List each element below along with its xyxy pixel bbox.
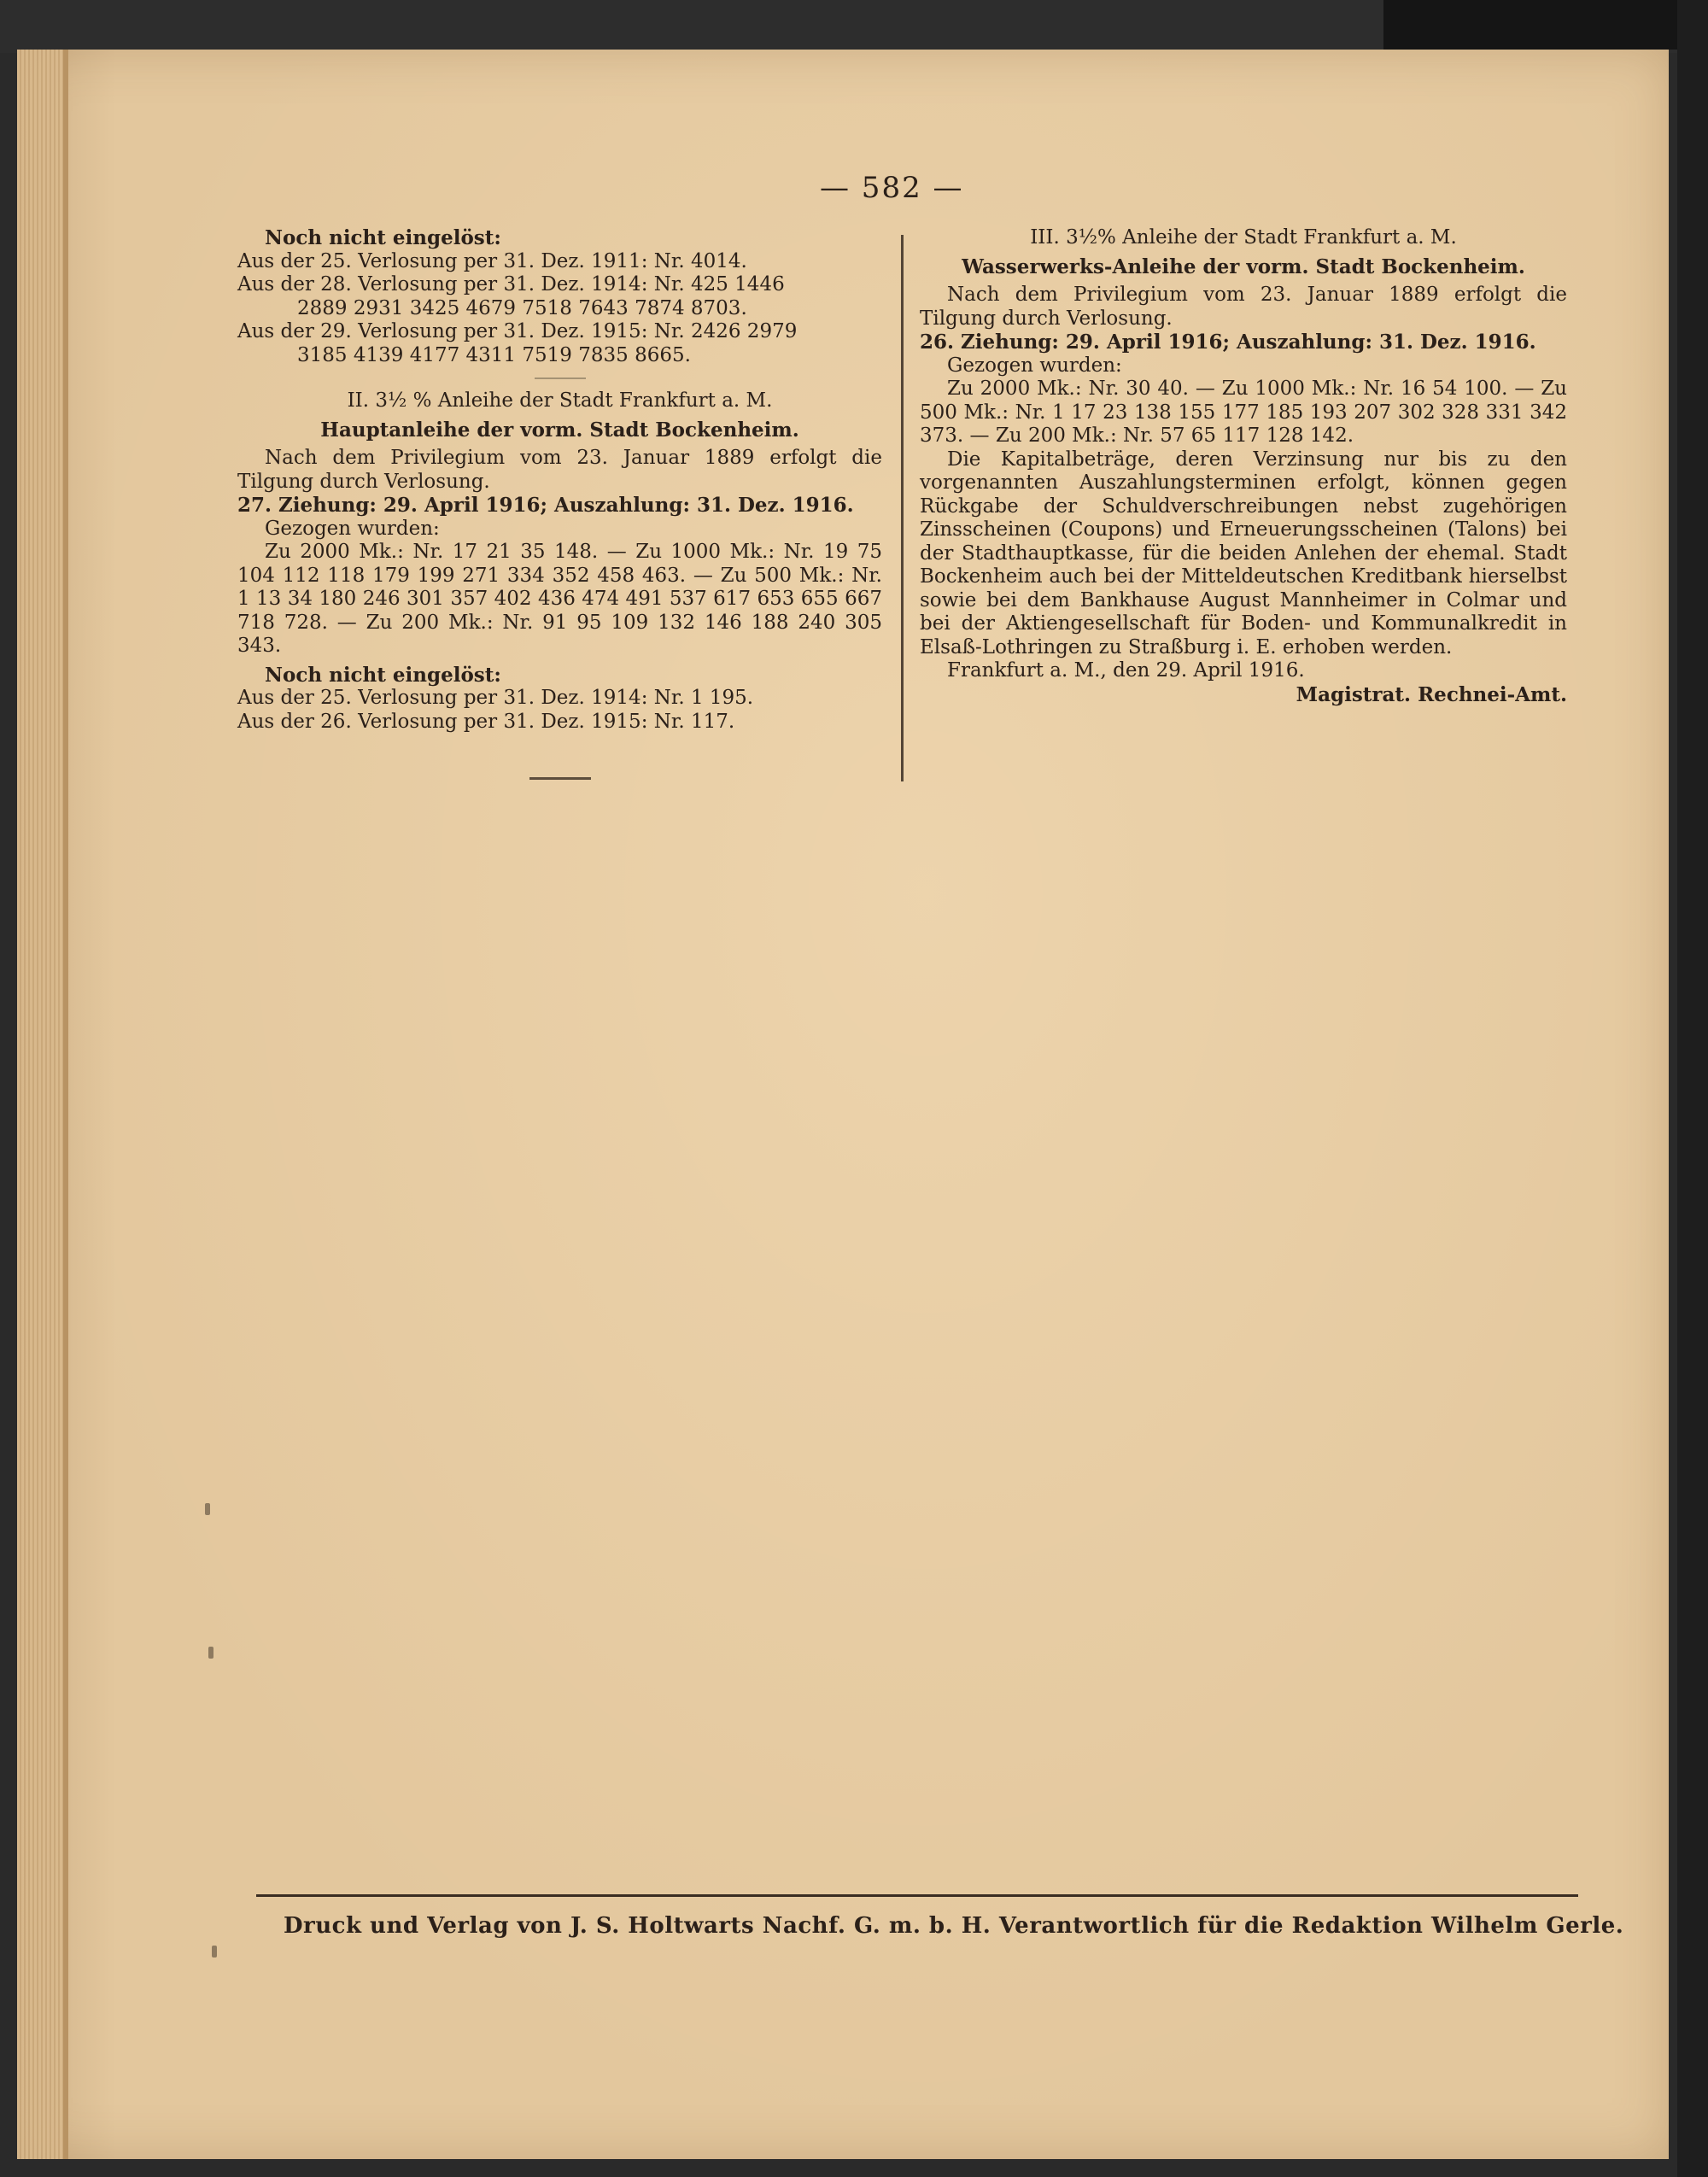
- ink-speck: [212, 1946, 217, 1958]
- left-unredeemed-line: Aus der 25. Verlosung per 31. Dez. 1911: Nr. 4014.: [237, 249, 747, 272]
- left-drawn-numbers: Zu 2000 Mk.: Nr. 17 21 35 148. — Zu 1000 Mk.: Nr. 19 75 104 112 118 179 199 271 334 352 458 463. — Zu 500 Mk.: Nr. 1 13 34 180 246 301 357 402 436 474 491 537 617 653 655 667 718 728. — Zu 200 Mk.: Nr. 91 95 109 132 146 188 240 305 343.: [237, 541, 882, 657]
- right-drawn-numbers: Zu 2000 Mk.: Nr. 30 40. — Zu 1000 Mk.: Nr. 16 54 100. — Zu 500 Mk.: Nr. 1 17 23 138 155 177 185 193 207 302 328 331 342 373. — Zu 200 Mk.: Nr. 57 65 117 128 142.: [920, 377, 1567, 447]
- scan-scale-strip: [1383, 0, 1708, 50]
- left-column: [237, 226, 882, 734]
- right-drawn-label: Gezogen wurden:: [947, 354, 1122, 377]
- page-gutter: [63, 50, 68, 2159]
- left-loan-title: II. 3½ % Anleihe der Stadt Frankfurt a. M.: [347, 389, 773, 412]
- column-divider: [901, 235, 904, 781]
- ink-speck: [205, 1503, 210, 1515]
- right-payment-notice: Die Kapitalbeträge, deren Verzinsung nur bis zu den vorgenannten Auszahlungsterminen erfolgt, können gegen Rückgabe der Schuldverschreibungen nebst zugehörigen Zinsscheinen (Coupons) und Erneuerungsscheinen (Talons) bei der Stadthauptkasse, für die beiden Anlehen der ehemal. Stadt Bockenheim auch bei der Mitteldeutschen Kreditbank hierselbst sowie bei dem Bankhause August Mannheimer in Colmar und bei der Aktiengesellschaft für Boden- und Kommunalkredit in Elsaß-Lothringen zu Straßburg i. E. erhoben werden.: [920, 448, 1567, 658]
- scan-background-right: [1677, 0, 1708, 2177]
- right-intro: Nach dem Privilegium vom 23. Januar 1889 erfolgt die Tilgung durch Verlosung.: [920, 284, 1567, 330]
- page-edge-stack: [17, 50, 63, 2159]
- right-loan-subtitle: Wasserwerks-Anleihe der vorm. Stadt Bockenheim.: [962, 255, 1525, 278]
- left-unredeemed-line: Aus der 29. Verlosung per 31. Dez. 1915: Nr. 2426 2979: [237, 320, 798, 342]
- ink-speck: [208, 1647, 214, 1659]
- left-loan-subtitle: Hauptanleihe der vorm. Stadt Bockenheim.: [320, 418, 799, 442]
- footer-imprint: Druck und Verlag von J. S. Holtwarts Nachf. G. m. b. H. Verantwortlich für die Redaktion Wilhelm Gerle.: [284, 1913, 1624, 1939]
- left-end-rule: [529, 777, 591, 780]
- right-date-line: Frankfurt a. M., den 29. April 1916.: [947, 659, 1305, 682]
- right-loan-title: III. 3½% Anleihe der Stadt Frankfurt a. M.: [1030, 226, 1457, 249]
- left-unredeemed-heading-1: Noch nicht eingelöst:: [265, 226, 501, 249]
- page-number: — 582 —: [820, 171, 964, 205]
- footer-rule: [256, 1894, 1578, 1897]
- right-signature: Magistrat. Rechnei-Amt.: [1296, 682, 1567, 706]
- right-drawing-info: 26. Ziehung: 29. April 1916; Auszahlung: 31. Dez. 1916.: [920, 331, 1536, 354]
- left-drawn-label: Gezogen wurden:: [265, 517, 440, 540]
- left-unredeemed-line: 3185 4139 4177 4311 7519 7835 8665.: [297, 343, 691, 366]
- left-unredeemed-heading-2: Noch nicht eingelöst:: [265, 663, 501, 687]
- left-unredeemed-line: Aus der 25. Verlosung per 31. Dez. 1914: Nr. 1 195.: [237, 687, 754, 709]
- left-drawing-info: 27. Ziehung: 29. April 1916; Auszahlung: 31. Dez. 1916.: [237, 494, 854, 517]
- left-intro: Nach dem Privilegium vom 23. Januar 1889 erfolgt die Tilgung durch Verlosung.: [237, 447, 882, 493]
- right-column: [920, 226, 1567, 706]
- left-unredeemed-line: 2889 2931 3425 4679 7518 7643 7874 8703.: [297, 296, 747, 319]
- left-unredeemed-line: Aus der 28. Verlosung per 31. Dez. 1914: Nr. 425 1446: [237, 273, 785, 296]
- separator: [535, 377, 586, 379]
- left-unredeemed-line: Aus der 26. Verlosung per 31. Dez. 1915: Nr. 117.: [237, 710, 735, 733]
